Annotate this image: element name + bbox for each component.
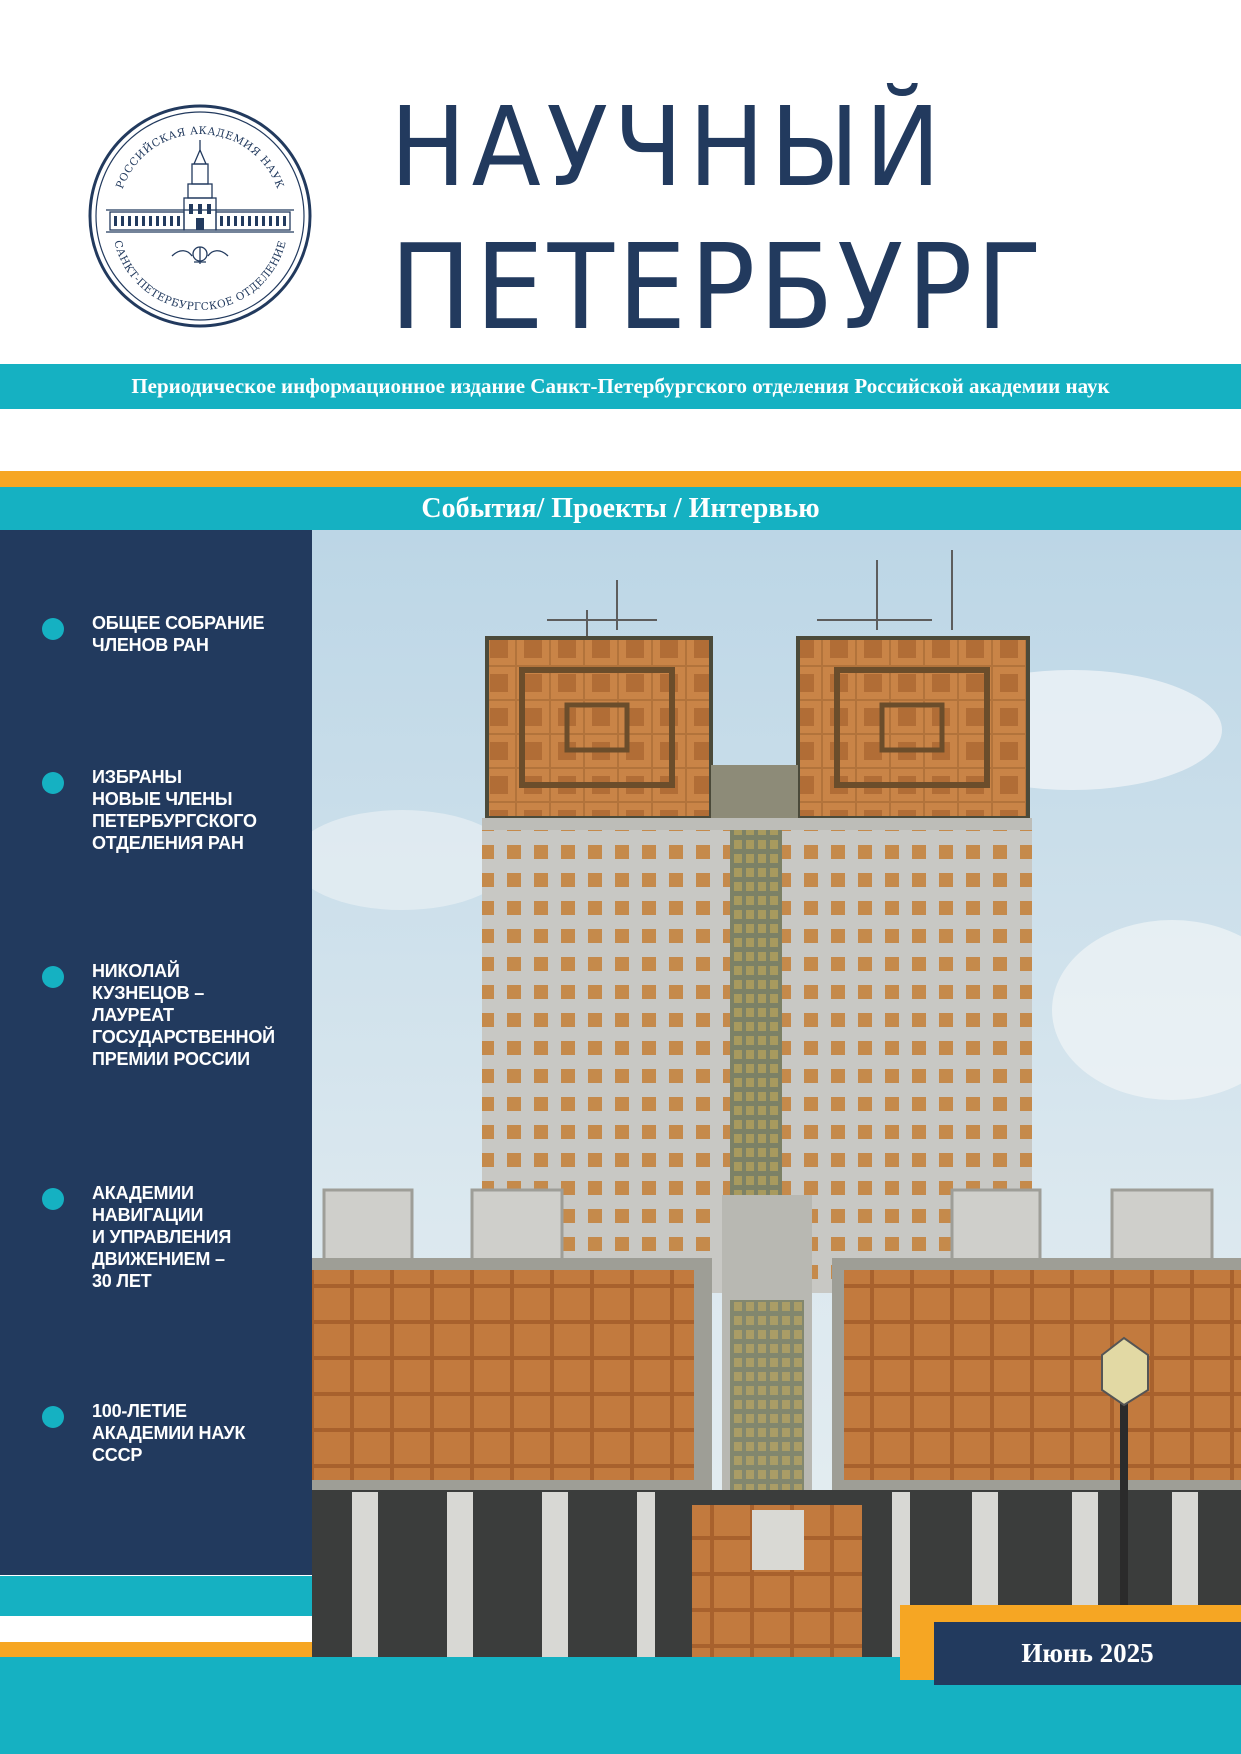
bullet-dot-icon [42,1406,64,1428]
orange-divider [0,471,1241,487]
topic-text: НИКОЛАЙ КУЗНЕЦОВ – ЛАУРЕАТ ГОСУДАРСТВЕННОЙ ПРЕМИИ РОССИИ [92,961,275,1069]
topic-text: ОБЩЕЕ СОБРАНИЕ ЧЛЕНОВ РАН [92,613,265,655]
sidebar-accent-teal [0,1576,312,1616]
bullet-dot-icon [42,1188,64,1210]
sidebar [0,530,312,1575]
bullet-dot-icon [42,772,64,794]
bullet-dot-icon [42,966,64,988]
bullet-dot-icon [42,618,64,640]
seal-top-text: РОССИЙСКАЯ АКАДЕМИЯ НАУК [114,124,287,191]
sections-heading: События/ Проекты / Интервью [421,493,820,524]
cover-photo [312,530,1241,1657]
topic-text: ИЗБРАНЫ НОВЫЕ ЧЛЕНЫ ПЕТЕРБУРГСКОГО ОТДЕЛЕНИЯ РАН [92,767,257,853]
subtitle: Периодическое информационное издание Санкт-Петербургского отделения Российской академии наук [131,374,1110,398]
seal-bottom-text: САНКТ-ПЕТЕРБУРГСКОЕ ОТДЕЛЕНИЕ [111,239,289,314]
magazine-title-line1: НАУЧНЫЙ [390,83,947,211]
magazine-title-line2: ПЕТЕРБУРГ [390,218,1047,356]
sidebar-accent-orange [0,1642,312,1657]
academy-seal-logo [88,104,312,328]
sidebar-accent-gap [0,1616,312,1642]
topic-text: 100-ЛЕТИЕ АКАДЕМИИ НАУК СССР [92,1401,246,1465]
topic-text: АКАДЕМИИ НАВИГАЦИИ И УПРАВЛЕНИЯ ДВИЖЕНИЕМ – 30 ЛЕТ [92,1183,232,1291]
issue-date: Июнь 2025 [1021,1638,1154,1668]
